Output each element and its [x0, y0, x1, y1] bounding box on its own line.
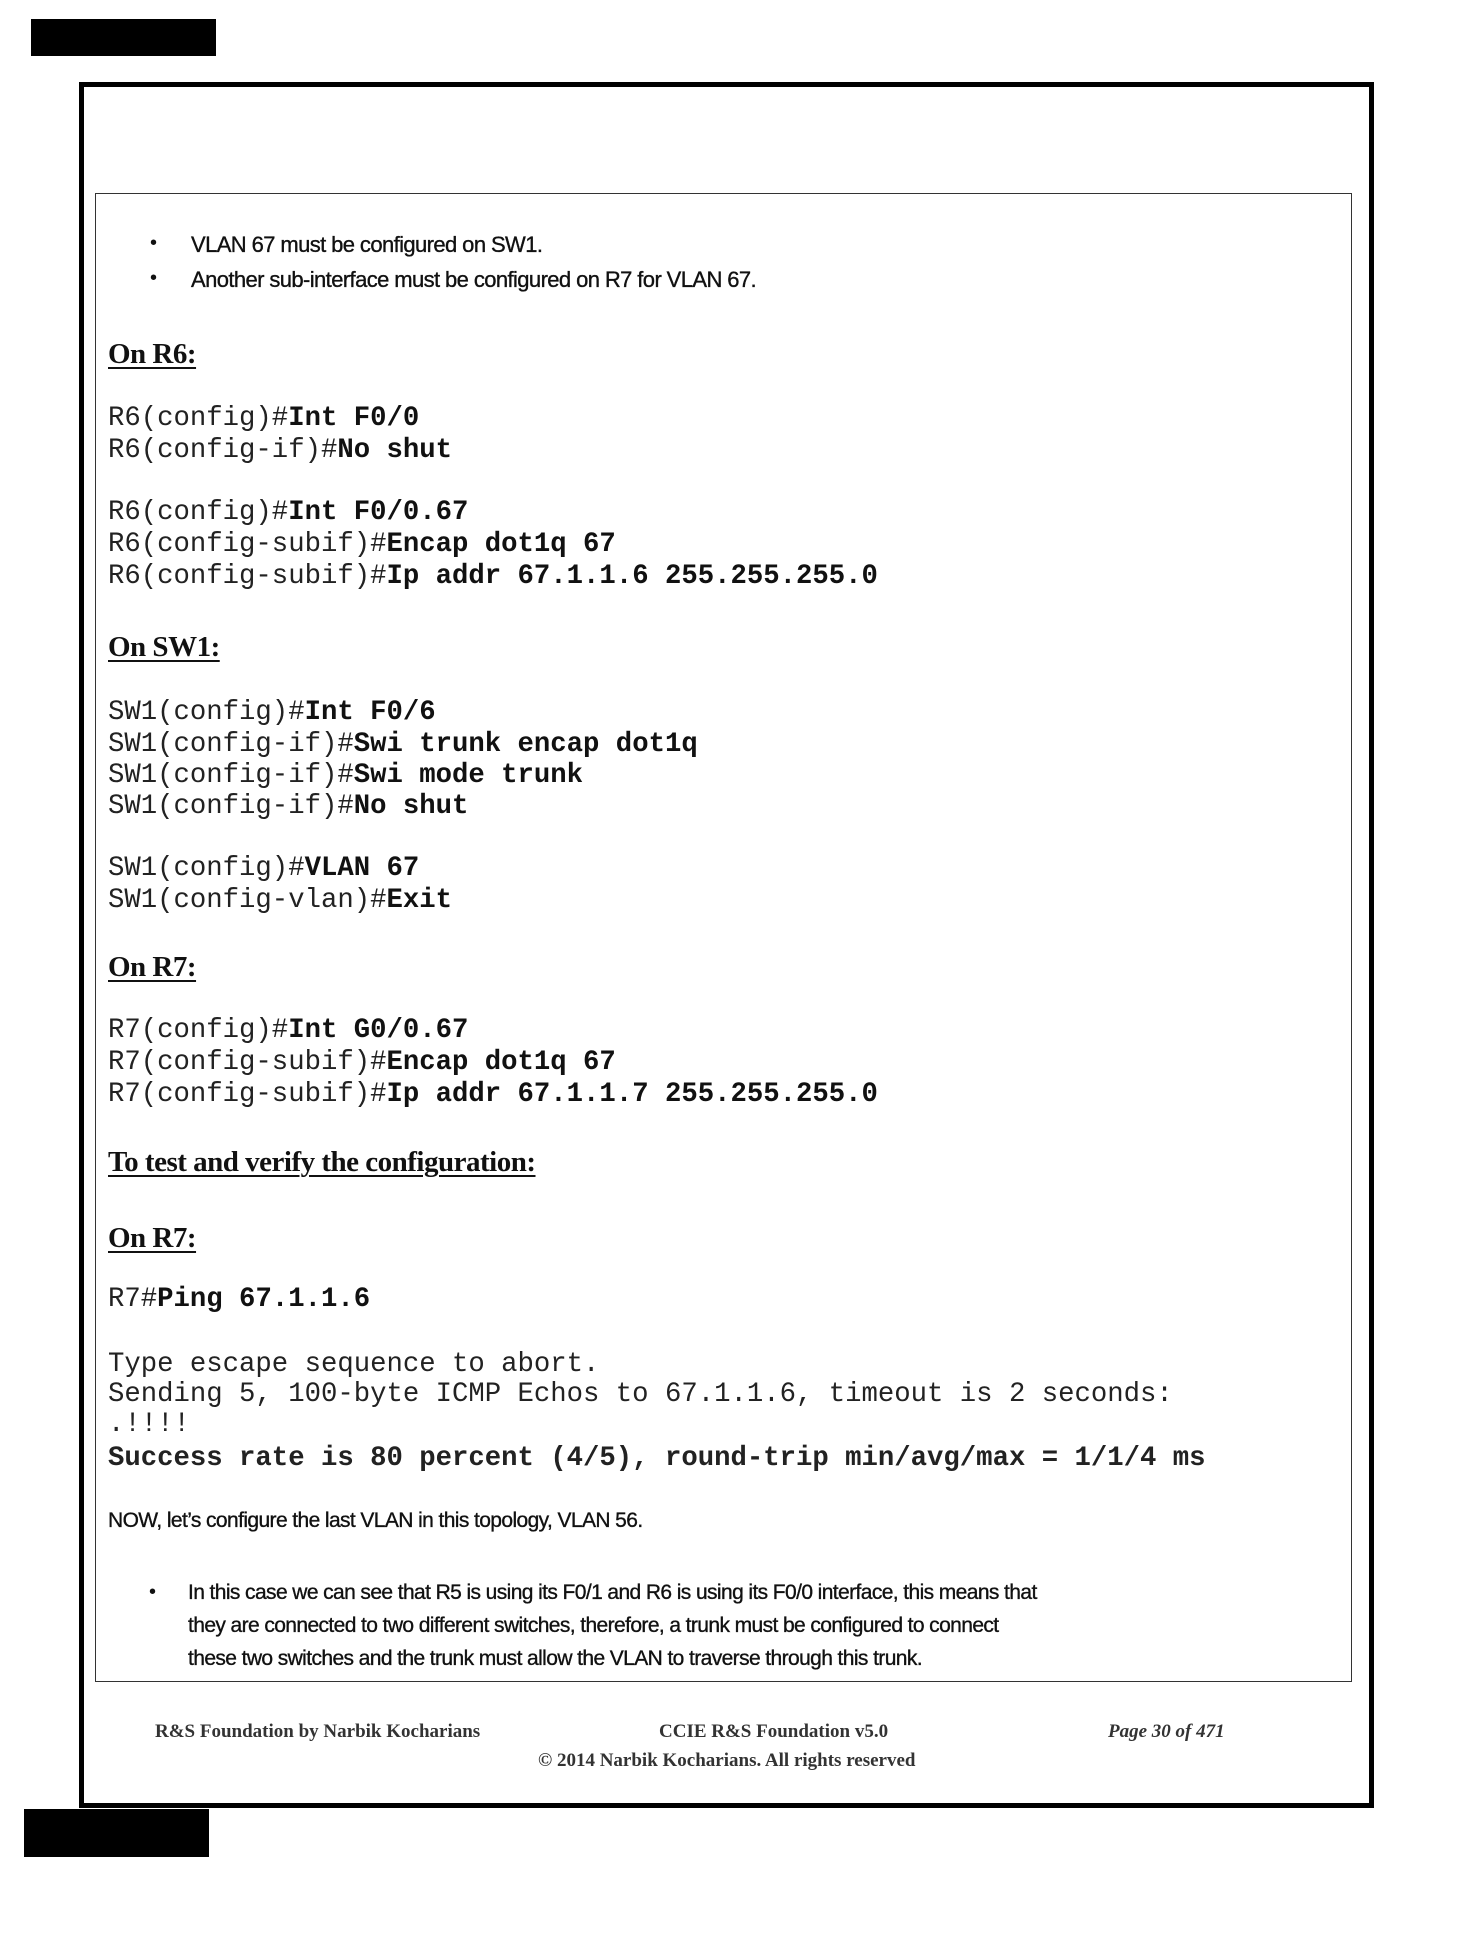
cli-prompt: R6(config)# [108, 497, 289, 528]
cli-prompt: R6(config-subif)# [108, 529, 387, 560]
vlan56-bullet-line: they are connected to two different switches, therefore, a trunk must be configured to connect [188, 1614, 999, 1637]
vlan56-bullet-line: these two switches and the trunk must allow the VLAN to traverse through this trunk. [188, 1647, 922, 1670]
code-line [108, 1015, 468, 1047]
bullet-icon: • [149, 1581, 157, 1603]
code-line [108, 697, 436, 729]
cli-prompt: SW1(config-if)# [108, 729, 354, 760]
cli-command: Encap dot1q 67 [386, 1047, 616, 1078]
cli-prompt: R7(config-subif)# [108, 1079, 387, 1110]
ping-output-line: .!!!! [108, 1409, 190, 1440]
vlan56-bullet-line: In this case we can see that R5 is using its F0/1 and R6 is using its F0/0 interface, this means that [188, 1581, 1037, 1604]
cli-command: Swi trunk encap dot1q [353, 729, 698, 760]
cli-prompt: SW1(config-if)# [108, 791, 354, 822]
intro-bullet-1: VLAN 67 must be configured on SW1. [191, 232, 543, 257]
cli-prompt: R6(config)# [108, 403, 289, 434]
cli-command: Encap dot1q 67 [386, 529, 616, 560]
page-number: Page 30 of 471 [1108, 1721, 1225, 1742]
cli-prompt: SW1(config-if)# [108, 760, 354, 791]
code-line [108, 885, 452, 917]
redaction-box-bottom [24, 1809, 209, 1857]
section-heading-sw1: On SW1: [108, 631, 220, 663]
cli-prompt: R7(config)# [108, 1015, 289, 1046]
section-heading-r7: On R7: [108, 951, 197, 983]
cli-command: Int F0/0.67 [288, 497, 469, 528]
cli-command: No shut [353, 791, 469, 822]
cli-command: No shut [337, 435, 453, 466]
bullet-icon: • [150, 267, 158, 289]
cli-prompt: SW1(config)# [108, 853, 305, 884]
code-line [108, 1284, 370, 1316]
code-line [108, 529, 616, 561]
footer-title: CCIE R&S Foundation v5.0 [659, 1721, 889, 1742]
intro-bullet-2: Another sub-interface must be configured on R7 for VLAN 67. [191, 267, 757, 292]
code-line [108, 403, 419, 435]
code-line [108, 729, 698, 761]
cli-prompt: R7# [108, 1284, 158, 1315]
cli-prompt: R6(config-subif)# [108, 561, 387, 592]
bullet-icon: • [150, 232, 158, 254]
cli-command: Ip addr 67.1.1.7 255.255.255.0 [386, 1079, 878, 1110]
code-line [108, 561, 878, 593]
footer-author: R&S Foundation by Narbik Kocharians [155, 1721, 481, 1742]
cli-command: Int F0/0 [288, 403, 420, 434]
redaction-box-top [31, 19, 216, 56]
cli-command: Swi mode trunk [353, 760, 584, 791]
code-line [108, 1047, 616, 1079]
code-line [108, 1079, 878, 1111]
section-heading-verify: To test and verify the configuration: [108, 1146, 536, 1178]
footer-copyright: © 2014 Narbik Kocharians. All rights reserved [538, 1750, 916, 1771]
code-line [108, 760, 583, 792]
code-line [108, 791, 468, 823]
cli-command: Int G0/0.67 [288, 1015, 469, 1046]
cli-prompt: R7(config-subif)# [108, 1047, 387, 1078]
ping-result-line: Success rate is 80 percent (4/5), round-trip min/avg/max = 1/1/4 ms [108, 1443, 1206, 1474]
code-line [108, 853, 419, 885]
cli-command: VLAN 67 [304, 853, 420, 884]
vlan56-intro: NOW, let’s configure the last VLAN in this topology, VLAN 56. [108, 1509, 643, 1532]
cli-prompt: SW1(config)# [108, 697, 305, 728]
cli-command: Exit [386, 885, 453, 916]
cli-command: Ping 67.1.1.6 [157, 1284, 371, 1315]
ping-output-line: Type escape sequence to abort. [108, 1349, 600, 1380]
section-heading-r6: On R6: [108, 338, 197, 370]
cli-command: Ip addr 67.1.1.6 255.255.255.0 [386, 561, 878, 592]
code-line [108, 497, 468, 529]
section-heading-verify-r7: On R7: [108, 1222, 197, 1254]
cli-prompt: R6(config-if)# [108, 435, 338, 466]
cli-command: Int F0/6 [304, 697, 436, 728]
code-line [108, 435, 452, 467]
ping-output-line: Sending 5, 100-byte ICMP Echos to 67.1.1.6, timeout is 2 seconds: [108, 1379, 1173, 1410]
cli-prompt: SW1(config-vlan)# [108, 885, 387, 916]
